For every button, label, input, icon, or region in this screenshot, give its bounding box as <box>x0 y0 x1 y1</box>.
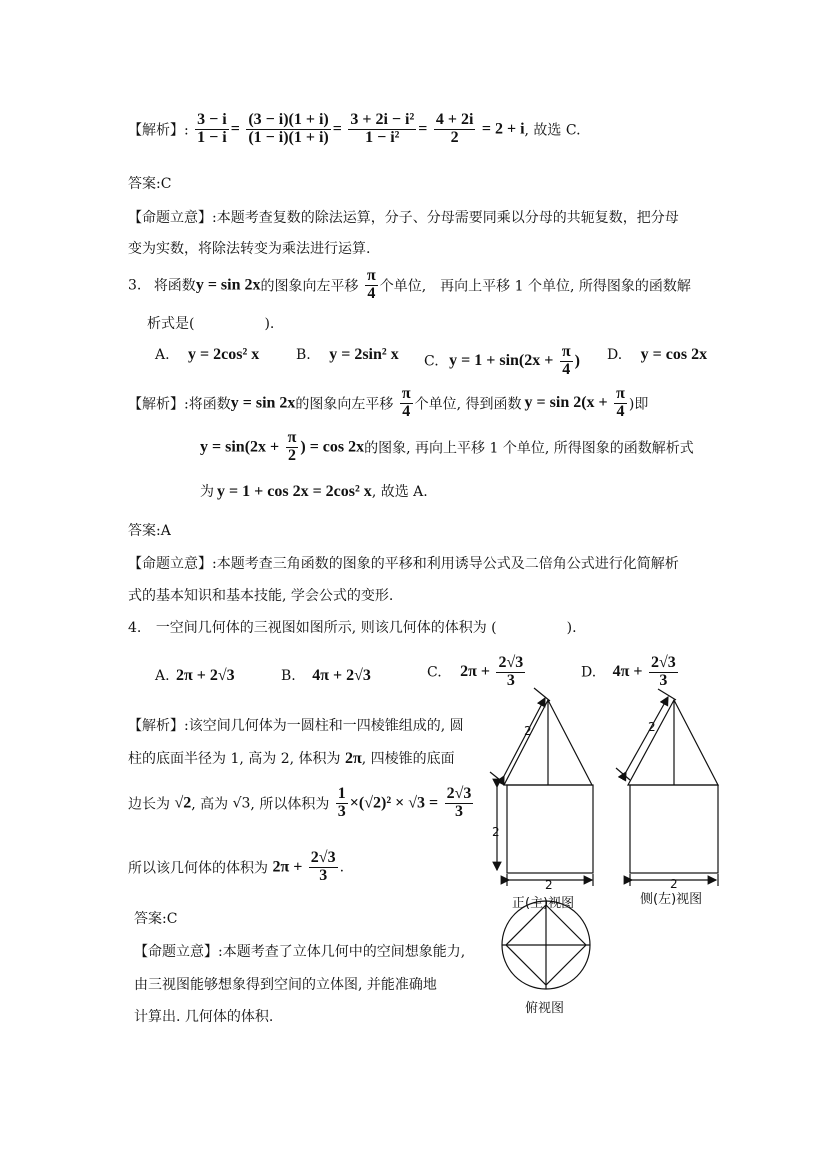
q3-option-a: A. y = 2cos² x <box>155 346 260 363</box>
q4-stem: 4. 一空间几何体的三视图如图所示, 则该几何体的体积为 ( ). <box>128 620 577 636</box>
q4-option-b: B. 4π + 2√3 <box>281 667 371 684</box>
q4-option-a: A. 2π + 2√3 <box>155 667 235 684</box>
q3-shift-fraction: $\frac{\pi}{4}$ <box>366 267 376 302</box>
q4-solution-line3: 边长为 √2, 高为 √3, 所以体积为 $\frac{1}{3}$ ×(√2)² × √3 = $\frac{2√3}{3}$ <box>128 785 472 820</box>
front-slant-label: 2 <box>524 724 532 738</box>
q2-solution-line: 【解析】: $\frac{3 - i}{1 - i}$ = $\frac{(3 - i)(1 + i)}{(1 - i)(1 + i)}$ = $\frac{\text{3 + 2i − i²}}{\text{1 − i²}}$ = $\frac{4 + 2i}{2}$ = 2 + i, 故选 C. <box>128 111 581 146</box>
front-height-label: 2 <box>492 825 500 839</box>
front-view <box>490 688 593 886</box>
q2-answer: 答案:C <box>128 176 172 192</box>
q4-solution-line2: 柱的底面半径为 1, 高为 2, 体积为 2π, 四棱锥的底面 <box>128 750 455 767</box>
q3-answer: 答案:A <box>128 523 171 539</box>
front-width-label: 2 <box>545 878 553 892</box>
top-view-caption: 俯视图 <box>525 1001 565 1016</box>
q4-intent-line2: 由三视图能够想象得到空间的立体图, 并能准确地 <box>134 977 437 993</box>
q4-answer: 答案:C <box>134 911 178 927</box>
q3-number: 3. <box>128 277 142 294</box>
q4-solution-line4: 所以该几何体的体积为 2π + $\frac{2√3}{3}$ . <box>128 849 345 884</box>
q2-intent-line2: 变为实数，将除法转变为乘法进行运算. <box>128 241 371 257</box>
q4-option-d: D. 4π + $\frac{2√3}{3}$ <box>581 654 676 689</box>
q4-intent-line3: 计算出. 几何体的体积. <box>134 1009 274 1025</box>
q3-option-d: D. y = cos 2x <box>607 346 708 363</box>
side-pyramid <box>628 700 718 785</box>
q2-solution-label: 【解析】: <box>128 122 189 139</box>
q4-solution-line1: 【解析】:该空间几何体为一圆柱和一四棱锥组成的, 圆 <box>128 718 464 734</box>
q3-function: y = sin 2x <box>195 276 261 294</box>
q2-fraction-4: $\frac{4 + 2i}{2}$ <box>435 111 474 146</box>
q3-solution: 【解析】:将函数y = sin 2x的图象向左平移 $\frac{\pi}{4}$ 个单位, 得到函数 y = sin 2(x + $\frac{\pi}{4}$ )即 <box>128 385 649 420</box>
q2-fraction-2: $\frac{(3 - i)(1 + i)}{(1 - i)(1 + i)}$ <box>248 111 329 146</box>
q2-intent-label: 【命题立意】 <box>128 210 212 226</box>
front-view-caption: 正(主)视图 <box>512 896 575 911</box>
front-cylinder <box>507 785 593 873</box>
q3-solution-label: 【解析】 <box>128 396 184 413</box>
q2-fraction-1: $\frac{3 - i}{1 - i}$ <box>197 111 227 146</box>
q3-option-c: C. y = 1 + sin(2x + $\frac{\pi}{4}$ ) <box>424 343 580 378</box>
side-slant-label: 2 <box>648 720 656 734</box>
side-width-label: 2 <box>670 877 678 891</box>
top-view <box>502 901 590 989</box>
q3-option-b: B. y = 2sin² x <box>296 346 399 363</box>
q2-conclusion: , 故选 C. <box>524 122 581 139</box>
side-cylinder <box>630 785 718 873</box>
q3-solution-line3: 为 y = 1 + cos 2x = 2cos² x, 故选 A. <box>200 483 428 500</box>
q4-number: 4. <box>128 620 142 636</box>
side-view <box>616 689 718 886</box>
q3-stem-line2: 析式是( ). <box>147 316 275 332</box>
q3-intent: 【命题立意】:本题考查三角函数的图象的平移和利用诱导公式及二倍角公式进行化简解析 <box>128 556 679 572</box>
q4-option-c: C. 2π + $\frac{2√3}{3}$ <box>427 654 524 689</box>
q3-stem: 3. 将函数y = sin 2x的图象向左平移 $\frac{\pi}{4}$ 个单位, 再向上平移 1 个单位, 所得图象的函数解 <box>128 267 691 302</box>
q2-result: = 2 + i <box>481 120 525 138</box>
q2-fraction-3: $\frac{\text{3 + 2i − i²}}{\text{1 − i²}}$ <box>350 111 415 146</box>
q2-intent: 【命题立意】:本题考查复数的除法运算，分子、分母需要同乘以分母的共轭复数，把分母 <box>128 210 679 226</box>
q4-intent: 【命题立意】:本题考查了立体几何中的空间想象能力, <box>134 944 466 960</box>
side-slant-dim <box>626 697 668 772</box>
side-view-caption: 侧(左)视图 <box>640 892 703 907</box>
q3-intent-line2: 式的基本知识和基本技能, 学会公式的变形. <box>128 588 394 604</box>
q3-solution-line2: y = sin(2x + $\frac{\pi}{2}$ ) = cos 2x的图象, 再向上平移 1 个单位, 所得图象的函数解析式 <box>200 429 694 464</box>
